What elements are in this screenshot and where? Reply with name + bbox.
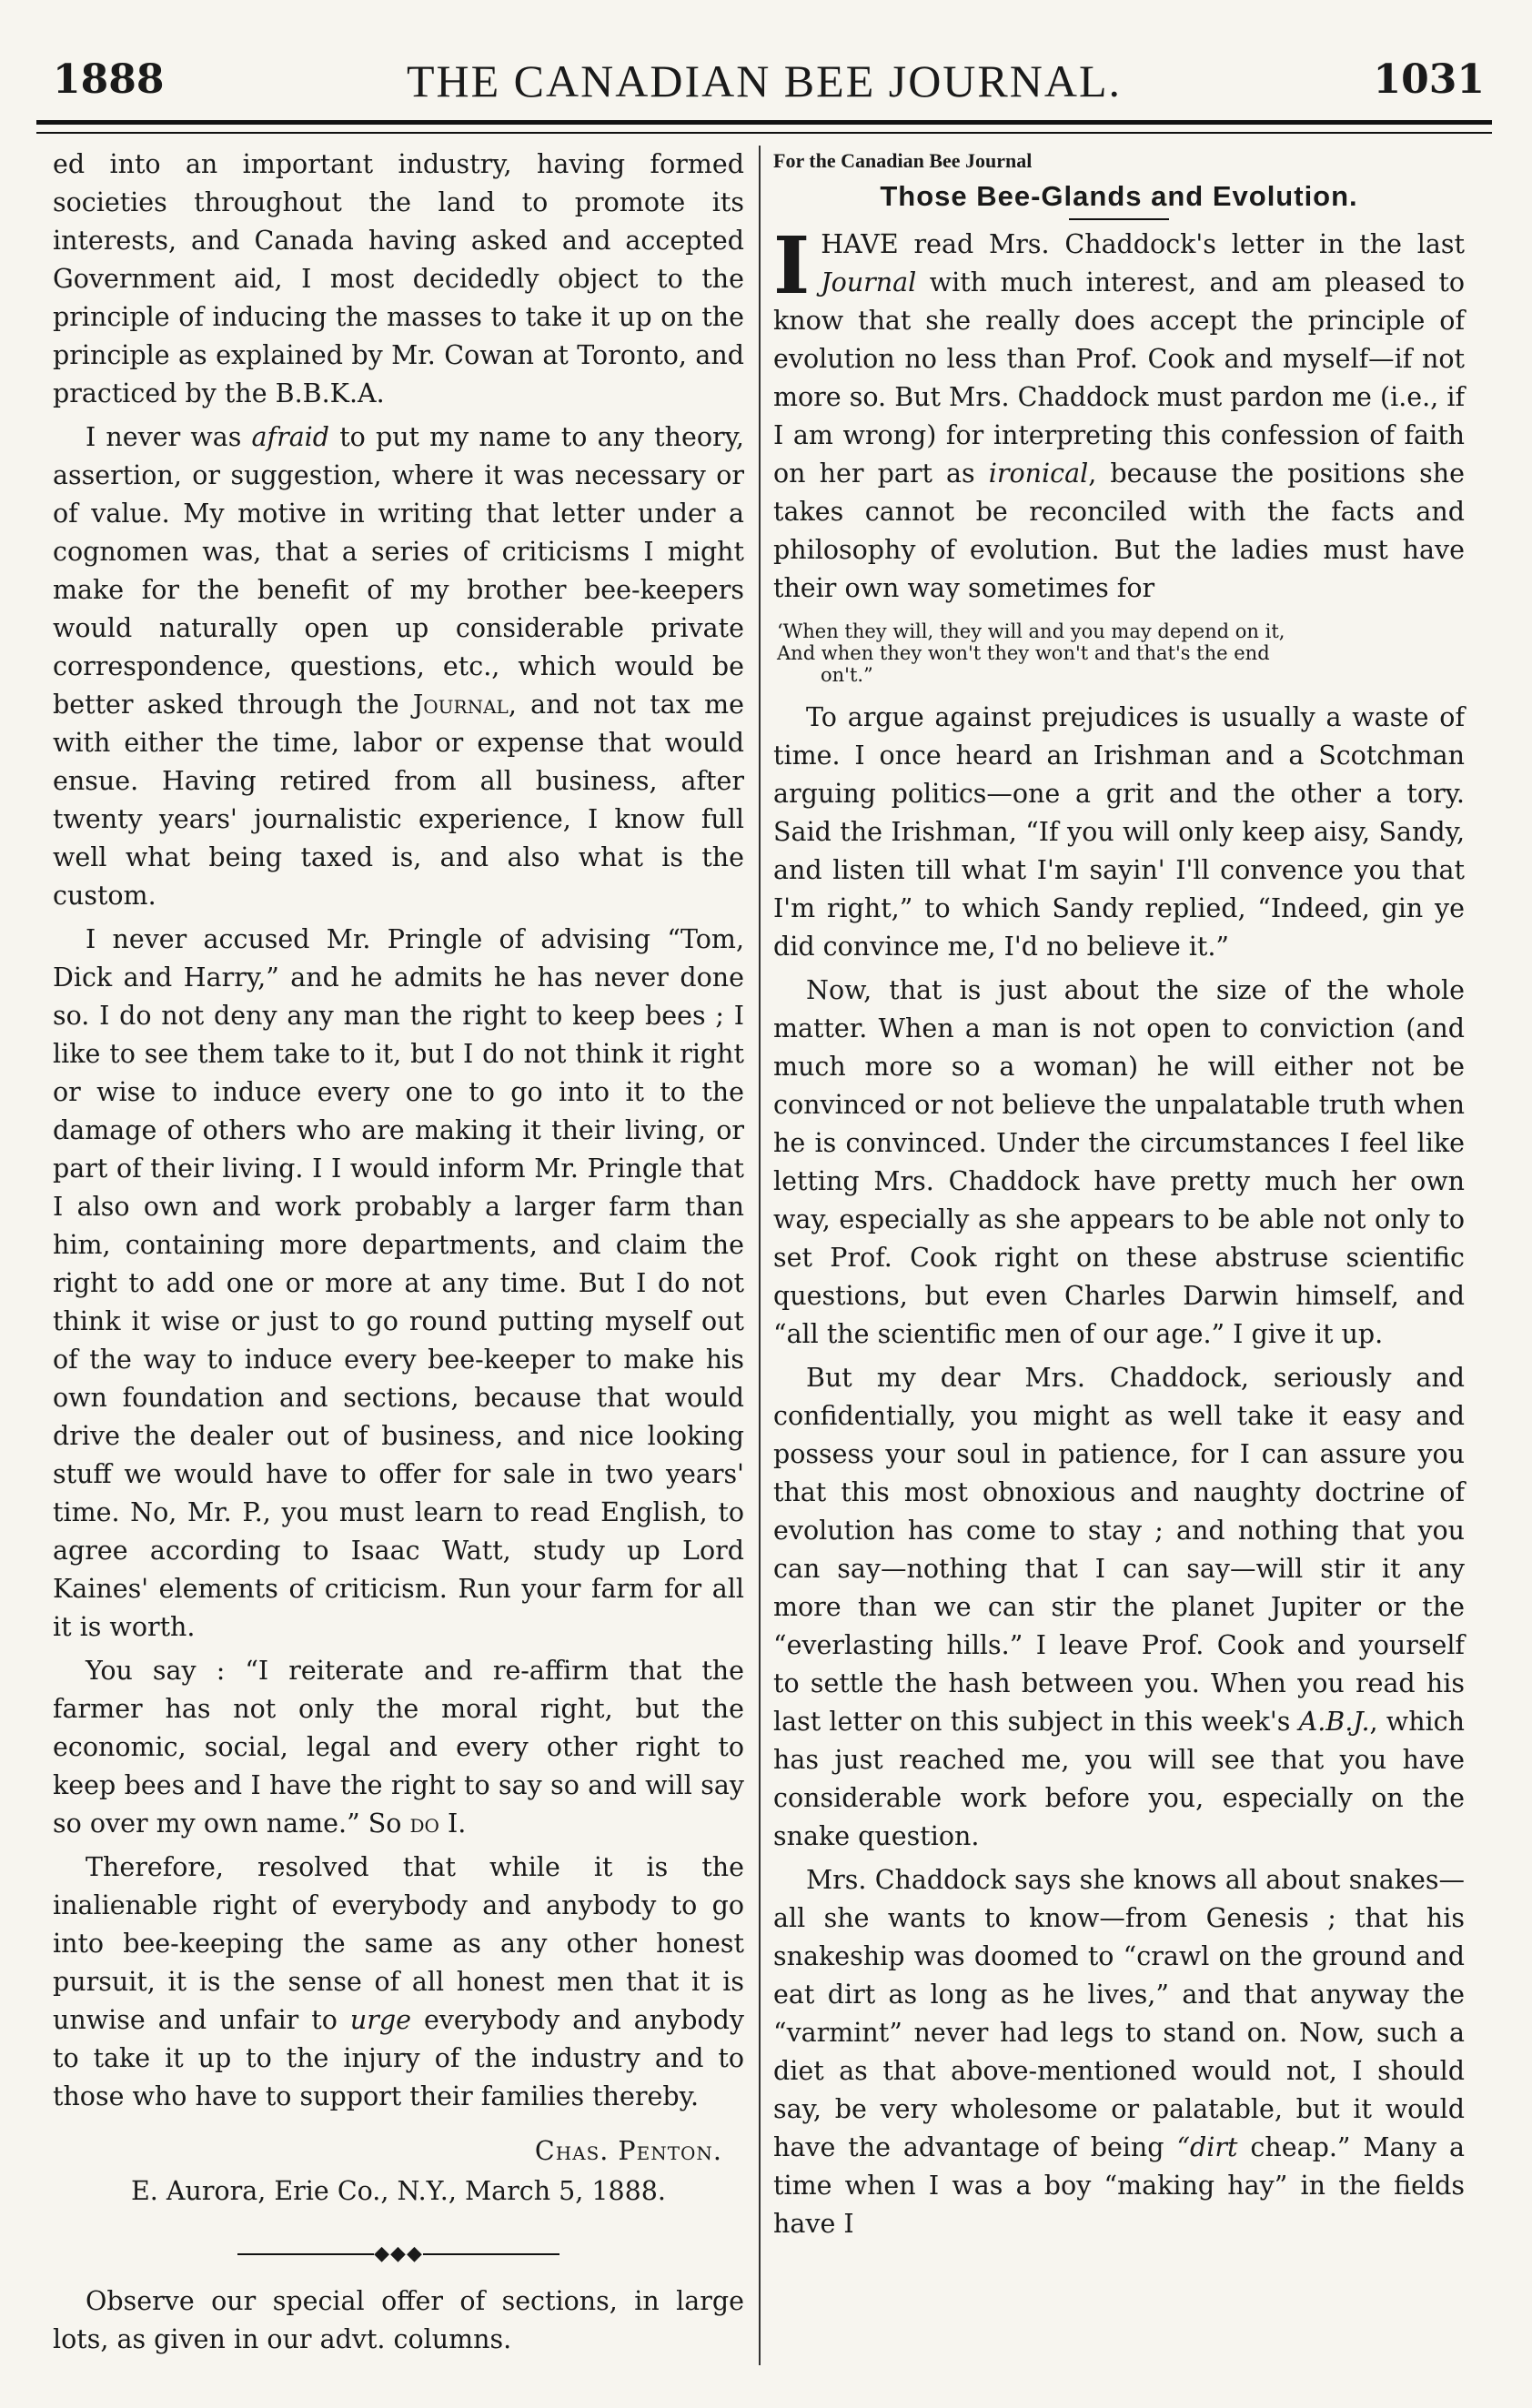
- header-year: 1888: [53, 56, 165, 103]
- page-header: [36, 47, 1492, 129]
- right-paragraph-1: IHAVE read Mrs. Chaddock's letter in the last Journal with much interest, and am pleased to know that she really does accept the principle of evolution no less than Prof. Cook and myself—if not more so. But Mrs. Chaddock must pardon me (i.e., if I am wrong) for interpreting this confession of faith on her part as ironical, because the positions she takes cannot be reconciled with the facts and philosophy of evolution. But the ladies must have their own way sometimes for: [773, 220, 1465, 603]
- drop-cap: I: [773, 220, 811, 312]
- header-rule-thin: [36, 132, 1492, 134]
- left-column: [53, 146, 744, 2364]
- right-paragraph-5: Mrs. Chaddock says she knows all about snakes—all she wants to know—from Genesis ; that his snakeship was doomed to “crawl on the ground and eat dirt as long as he lives,” and that anyway the “varmint” never had legs to stand on. Now, such a diet as that above-mentioned would not, I should say, be very wholesome or palatable, but it would have the advantage of being “dirt cheap.” Many a time when I was a boy “making hay” in the fields have I: [773, 1865, 1465, 2239]
- advert-notice: Observe our special offer of sections, in large lots, as given in our advt. columns.: [53, 2286, 744, 2354]
- right-paragraph-3: Now, that is just about the size of the whole matter. When a man is not open to conviction (and much more so a woman) he will either not be convinced or not believe the unpalatable truth when he is convinced. Under the circumstances I feel like letting Mrs. Chaddock have pretty much her own way, especially as she appears to be able not only to set Prof. Cook right on these abstruse scientific questions, but even Charles Darwin himself, and “all the scientific men of our age.” I give it up.: [773, 975, 1465, 1349]
- left-paragraph-2: I never was afraid to put my name to any theory, assertion, or suggestion, where it was necessary or of value. My motive in writing that letter under a cognomen was, that a series of criticisms I might make for the benefit of my brother bee-keepers would naturally open up considerable private correspondence, questions, etc., which would be better asked through the Journal, and not tax me with either the time, labor or expense that would ensue. Having retired from all business, after twenty years' journalistic experience, I know full well what being taxed is, and also what is the custom.: [53, 422, 744, 911]
- left-paragraph-4: You say : “I reiterate and re-affirm that the farmer has not only the moral right, but the economic, social, legal and every other right to keep bees and I have the right to say so and will say so over my own name.” So do I.: [53, 1656, 744, 1839]
- left-paragraph-1: ed into an important industry, having formed societies throughout the land to promote its interests, and Canada having asked and accepted Government aid, I most decidedly object to the principle of inducing the masses to take it up on the principle as explained by Mr. Cowan at Toronto, and practiced by the B.B.K.A.: [53, 149, 744, 408]
- column-divider: [759, 146, 761, 2365]
- source-line: For the Canadian Bee Journal: [773, 149, 1033, 172]
- journal-title: THE CANADIAN BEE JOURNAL.: [406, 55, 1123, 106]
- right-column: [773, 146, 1465, 2249]
- header-rule: [36, 120, 1492, 125]
- section-ornament: ◆◆◆: [53, 2234, 744, 2273]
- left-paragraph-5: Therefore, resolved that while it is the inalienable right of everybody and anybody to go into bee-keeping the same as any other honest pursuit, it is the sense of all honest men that it is unwise and unfair to urge everybody and anybody to take it up to the injury of the industry and to those who have to support their families thereby.: [53, 1852, 745, 2111]
- title-rule: [1069, 218, 1169, 220]
- left-paragraph-3: I never accused Mr. Pringle of advising “Tom, Dick and Harry,” and he admits he has never done so. I do not deny any man the right to keep bees ; I like to see them take to it, but I do not think it right or wise to induce every one to go into it to the damage of others who are making it their living, or part of their living. I I would inform Mr. Pringle that I also own and work probably a larger farm than him, containing more departments, and claim the right to add one or more at any time. But I do not think it wise or just to go round putting myself out of the way to induce every bee-keeper to make his own foundation and sections, because that would drive the dealer out of business, and nice looking stuff we would have to offer for sale in two years' time. No, Mr. P., you must learn to read English, to agree according to Isaac Watt, study up Lord Kaines' elements of criticism. Run your farm for all it is worth.: [53, 924, 744, 1642]
- right-paragraph-4: But my dear Mrs. Chaddock, seriously and confidentially, you might as well take it easy and possess your soul in patience, for I can assure you that this most obnoxious and naughty doctrine of evolution has come to stay ; and nothing that you can say—nothing that I can say—will stir it any more than we can stir the planet Jupiter or the “everlasting hills.” I leave Prof. Cook and yourself to settle the hash between you. When you read his last letter on this subject in this week's A.B.J., which has just reached me, you will see that you have considerable work before you, especially on the snake question.: [773, 1363, 1465, 1851]
- right-paragraph-2: To argue against prejudices is usually a waste of time. I once heard an Irishman and a Scotchman arguing politics—one a grit and the other a tory. Said the Irishman, “If you will only keep aisy, Sandy, and listen till what I'm sayin' I'll convence you that I'm right,” to which Sandy replied, “Indeed, gin ye did convince me, I'd no believe it.”: [773, 702, 1465, 962]
- signature-place-date: E. Aurora, Erie Co., N.Y., March 5, 1888.: [131, 2176, 666, 2206]
- verse-quote: ‘When they will, they will and you may depend on it, And when they won't they won't and that's the end on't.”: [777, 620, 1285, 686]
- signature: Chas. Penton.: [534, 2136, 722, 2166]
- article-title: Those Bee-Glands and Evolution.: [880, 180, 1358, 212]
- page-number: 1031: [1373, 56, 1485, 103]
